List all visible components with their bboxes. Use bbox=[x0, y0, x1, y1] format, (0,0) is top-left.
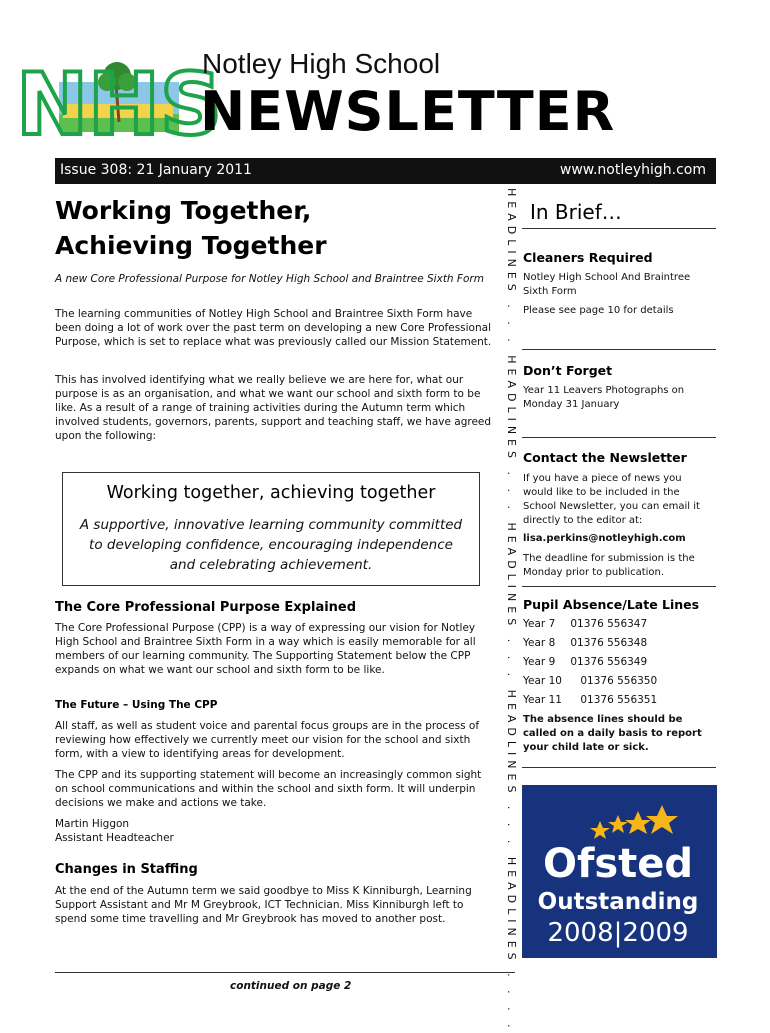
cleaners-more: Please see page 10 for details bbox=[523, 305, 674, 316]
contact-heading: Contact the Newsletter bbox=[523, 450, 687, 465]
absence-phone: 01376 556347 bbox=[570, 618, 648, 630]
cleaners-heading: Cleaners Required bbox=[523, 250, 653, 265]
cleaners-text: Notley High School And Braintree Sixth Form bbox=[523, 272, 691, 297]
website-link[interactable]: www.notleyhigh.com bbox=[559, 162, 706, 178]
footer-divider bbox=[55, 972, 515, 973]
article-headline bbox=[55, 193, 485, 263]
ofsted-stars-icon bbox=[590, 805, 678, 839]
dont-forget-text: Year 11 Leavers Photographs on Monday 31 January bbox=[523, 385, 685, 410]
sidebar-divider bbox=[522, 349, 716, 350]
absence-phone: 01376 556348 bbox=[570, 637, 648, 649]
absence-phone: 01376 556351 bbox=[580, 694, 658, 706]
article-intro: A new Core Professional Purpose for Notley High School and Braintree Sixth Form bbox=[55, 273, 484, 285]
sidebar-divider bbox=[522, 586, 716, 587]
school-logo bbox=[16, 52, 222, 155]
contact-email[interactable]: lisa.perkins@notleyhigh.com bbox=[523, 533, 686, 544]
in-brief-title: In Brief… bbox=[530, 200, 622, 224]
article-paragraph-2: This has involved identifying what we really believe we are here for, what our purpose is as an organisation, and what we want our school and sixth form to be like. As a result of a range of training activities during the Autumn term which involved students, governors, parents, support and teaching staff, we have agreed upon the following: bbox=[55, 374, 492, 442]
contact-deadline: The deadline for submission is the Monday prior to publication. bbox=[523, 553, 695, 578]
dont-forget-heading: Don’t Forget bbox=[523, 363, 613, 378]
absence-year: Year 9 bbox=[523, 656, 556, 668]
absence-phone: 01376 556350 bbox=[580, 675, 658, 687]
ofsted-brand: Ofsted bbox=[542, 841, 694, 887]
cpp-heading: The Core Professional Purpose Explained bbox=[55, 600, 357, 615]
issue-bar bbox=[55, 158, 716, 184]
school-name: Notley High School bbox=[202, 48, 441, 79]
cpp-paragraph: The Core Professional Purpose (CPP) is a way of expressing our vision for Notley High School and Braintree Sixth Form in a way which is easily memorable for all members of our learning community. The Supporting Statement below the CPP expands on what we want our school and sixth form to be like. bbox=[55, 622, 476, 676]
absence-phone: 01376 556349 bbox=[570, 656, 648, 668]
signature-role: Assistant Headteacher bbox=[55, 832, 174, 844]
absence-line bbox=[523, 637, 647, 649]
sidebar-divider bbox=[522, 437, 716, 438]
future-paragraph-1: All staff, as well as student voice and parental focus groups are in the process of reviewing how effectively we currently meet our vision for the school and sixth form, with a view to identifying areas for development. bbox=[55, 720, 480, 760]
purpose-statement-title: Working together, achieving together bbox=[106, 483, 436, 503]
absence-year: Year 8 bbox=[523, 637, 556, 649]
purpose-statement-text: A supportive, innovative learning community committed to developing confidence, encouraging independence and celebrating achievement. bbox=[79, 517, 463, 573]
absence-year: Year 10 bbox=[523, 675, 562, 687]
headlines-strip-text: HEADLINES . . . HEADLINES . . . HEADLINES . . . HEADLINES . . . HEADLINES . . . . bbox=[505, 188, 518, 1033]
contact-text: If you have a piece of news you would like to be included in the School Newsletter, you can email it directly to the editor at: bbox=[523, 473, 700, 526]
ofsted-years: 2008|2009 bbox=[547, 918, 689, 948]
sidebar-divider bbox=[522, 228, 716, 229]
ofsted-badge bbox=[522, 785, 717, 958]
issue-label: Issue 308: 21 January 2011 bbox=[60, 162, 252, 178]
staffing-heading: Changes in Staffing bbox=[55, 862, 198, 877]
staffing-paragraph: At the end of the Autumn term we said goodbye to Miss K Kinniburgh, Learning Support Assistant and Mr M Greybrook, ICT Technician. Miss Kinniburgh left to spend some time travelling and Mr Greybrook has moved to another post. bbox=[55, 885, 472, 925]
purpose-statement-box bbox=[62, 472, 480, 586]
continued-note: continued on page 2 bbox=[230, 980, 352, 992]
absence-line bbox=[523, 618, 647, 630]
newsletter-title: NEWSLETTER bbox=[200, 80, 616, 143]
signature-name: Martin Higgon bbox=[55, 818, 130, 830]
absence-line bbox=[523, 656, 647, 668]
sidebar-divider bbox=[522, 767, 716, 768]
headline-line-2: Achieving Together bbox=[55, 231, 327, 260]
absence-year: Year 11 bbox=[523, 694, 562, 706]
absence-heading: Pupil Absence/Late Lines bbox=[523, 597, 700, 612]
headlines-strip bbox=[500, 188, 520, 1033]
absence-line bbox=[523, 694, 657, 706]
future-paragraph-2: The CPP and its supporting statement will become an increasingly common sight on school communications and within the school and sixth form. It will underpin decisions we make and actions we take. bbox=[55, 769, 482, 809]
article-paragraph-1: The learning communities of Notley High School and Braintree Sixth Form have been doing a lot of work over the past term on developing a new Core Professional Purpose, which is set to replace what was previously called our Mission Statement. bbox=[55, 308, 492, 348]
headline-line-1: Working Together, bbox=[55, 196, 312, 225]
absence-year: Year 7 bbox=[523, 618, 556, 630]
logo-lettering: NHS bbox=[16, 55, 222, 155]
future-heading: The Future – Using The CPP bbox=[55, 699, 218, 711]
absence-note: The absence lines should be called on a daily basis to report your child late or sick. bbox=[523, 714, 702, 753]
ofsted-rating: Outstanding bbox=[537, 889, 699, 915]
absence-line bbox=[523, 675, 657, 687]
